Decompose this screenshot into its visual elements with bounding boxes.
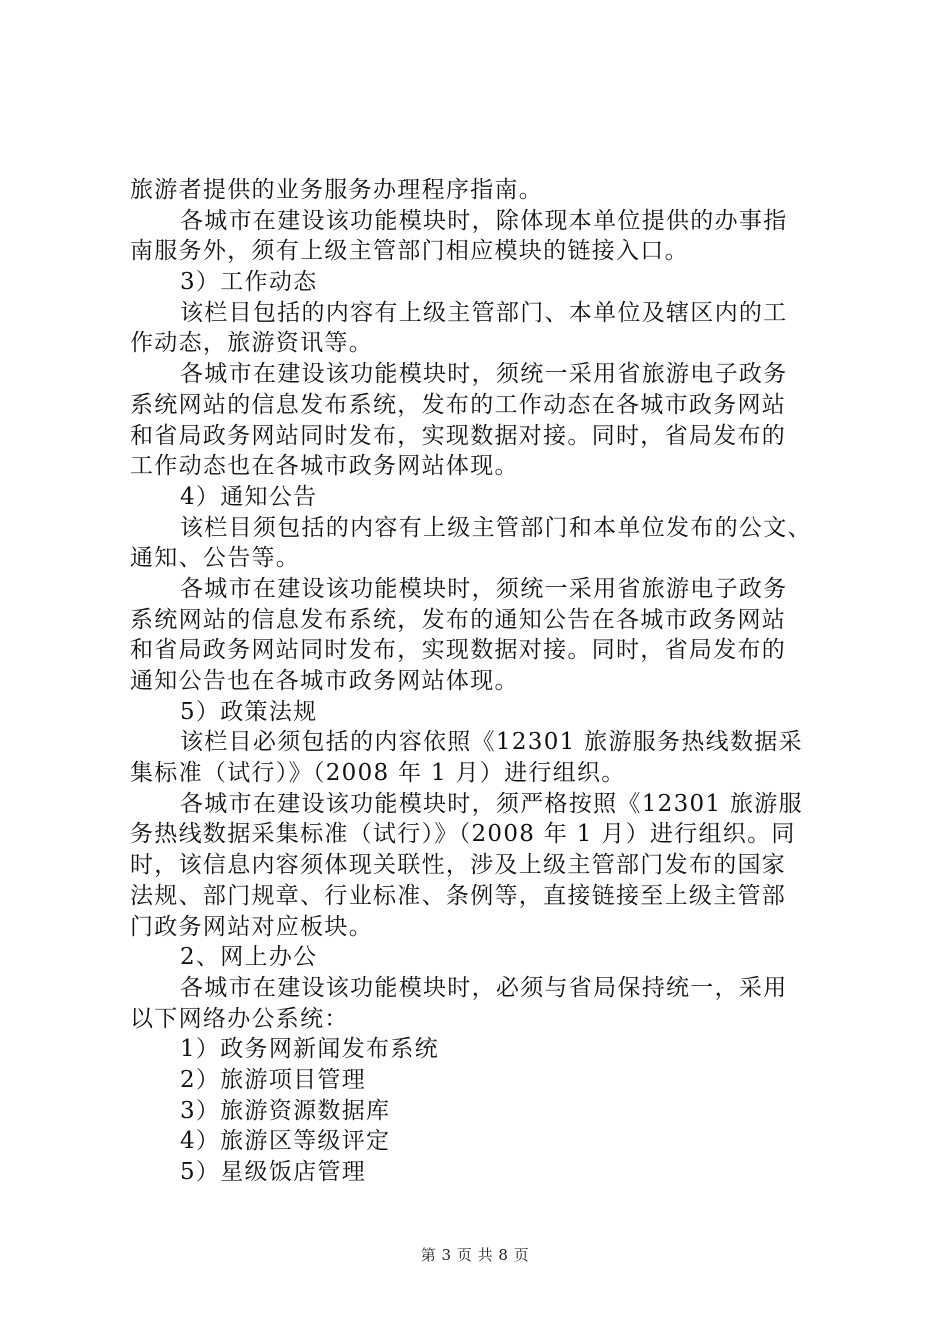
paragraph-line: 时，该信息内容须体现关联性，涉及上级主管部门发布的国家 [130,852,787,879]
paragraph-line: 门政务网站对应板块。 [130,913,373,940]
paragraph-line: 南服务外，须有上级主管部门相应模块的链接入口。 [130,238,689,265]
paragraph-line: 作动态，旅游资讯等。 [130,330,373,357]
paragraph-line: 工作动态也在各城市政务网站体现。 [130,453,519,480]
paragraph-line: 系统网站的信息发布系统，发布的通知公告在各城市政务网站 [130,606,787,633]
paragraph-line-indented: 各城市在建设该功能模块时，须统一采用省旅游电子政务 [180,361,788,388]
paragraph-line-indented: 2、网上办公 [180,944,318,971]
paragraph-line-indented: 该栏目须包括的内容有上级主管部门和本单位发布的公文、 [180,514,812,541]
paragraph-line-indented: 3）旅游资源数据库 [180,1097,391,1124]
paragraph-line-indented: 各城市在建设该功能模块时，必须与省局保持统一，采用 [180,974,788,1001]
paragraph-line: 系统网站的信息发布系统，发布的工作动态在各城市政务网站 [130,391,787,418]
paragraph-line: 和省局政务网站同时发布，实现数据对接。同时，省局发布的 [130,422,787,449]
paragraph-line-indented: 该栏目必须包括的内容依照《12301 旅游服务热线数据采 [180,729,803,756]
paragraph-line: 以下网络办公系统： [130,1005,349,1032]
paragraph-line: 通知、公告等。 [130,545,301,572]
paragraph-line: 务热线数据采集标准（试行）》（2008 年 1 月）进行组织。同 [130,821,796,848]
paragraph-line-indented: 1）政务网新闻发布系统 [180,1036,439,1063]
paragraph-line: 通知公告也在各城市政务网站体现。 [130,668,519,694]
paragraph-line-indented: 3）工作动态 [180,269,318,296]
paragraph-line-indented: 各城市在建设该功能模块时，须统一采用省旅游电子政务 [180,575,788,602]
paragraph-line-indented: 5）星级饭店管理 [180,1159,367,1185]
paragraph-line-indented: 5）政策法规 [180,698,318,725]
paragraph-line-indented: 4）通知公告 [180,483,318,510]
paragraph-line-indented: 该栏目包括的内容有上级主管部门、本单位及辖区内的工 [180,299,788,326]
paragraph-line: 和省局政务网站同时发布，实现数据对接。同时，省局发布的 [130,637,787,664]
paragraph-line-indented: 4）旅游区等级评定 [180,1128,391,1155]
paragraph-line-indented: 各城市在建设该功能模块时，须严格按照《12301 旅游服 [180,790,803,817]
page-footer [0,1244,950,1265]
paragraph-line-indented: 2）旅游项目管理 [180,1066,367,1093]
paragraph-line: 集标准（试行）》（2008 年 1 月）进行组织。 [130,760,626,787]
paragraph-line: 法规、部门规章、行业标准、条例等，直接链接至上级主管部 [130,882,787,909]
paragraph-line: 旅游者提供的业务服务办理程序指南。 [130,177,544,203]
paragraph-line-indented: 各城市在建设该功能模块时，除体现本单位提供的办事指 [180,207,788,234]
document-body [130,175,850,1188]
page-number-text: 第 3 页 共 8 页 [420,1246,530,1264]
